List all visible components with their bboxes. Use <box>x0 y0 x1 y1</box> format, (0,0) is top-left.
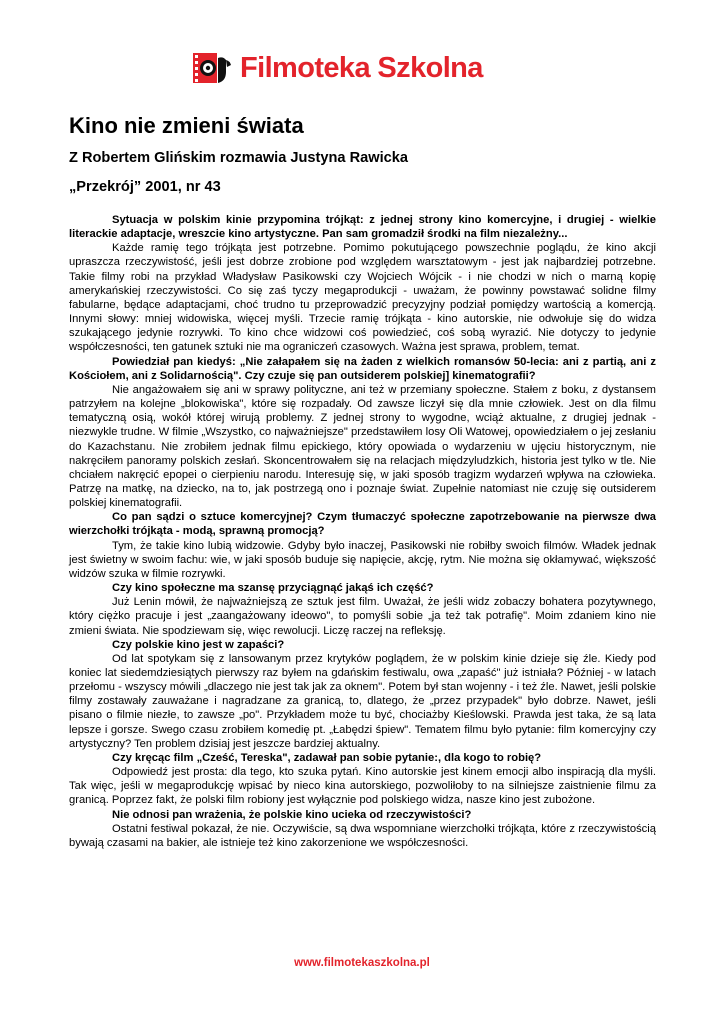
footer-url[interactable]: www.filmotekaszkolna.pl <box>294 957 430 969</box>
interview-answer: Już Lenin mówił, że najważniejszą ze sztuk jest film. Uważał, że jeśli widz zobaczy bohatera pozytywnego, który ciężko pracuje i jest „zaangażowany ideowo", to pomyśli sobie „ja też tak potrafię". Moim zdaniem kino nie zmieni świata. Nie spodziewam się, więc rewolucji. Liczę raczej na refleksję. <box>69 596 656 637</box>
interview-answer: Od lat spotykam się z lansowanym przez krytyków poglądem, że w polskim kinie dzieje się źle. Kiedy pod koniec lat siedemdziesiątych pierwszy raz byłem na gdańskim festiwalu, owa „zapaść" już istniała? Później - w latach przełomu - wszyscy mówili „dlaczego nie jest tak jak za oknem". Potem był stan wojenny - i też źle. Nawet, jeśli polskie filmy zostawały zauważane i nagradzane za granicą, to, dlatego, że „przez przypadek" było dobrze. Nawet, jeśli pisano o filmie niezłe, to zawsze „po". Przykładem może tu być, chociażby Kieślowski. Prawda jest taka, że są lata lepsze i gorsze. Swego czasu zrobiłem komedię pt. „Łabędzi śpiew". Tematem filmu było pytanie: film komercyjny czy artystyczny? Ten problem dzisiaj jest jeszcze bardziej aktualny. <box>69 652 656 750</box>
article-subtitle: Z Robertem Glińskim rozmawia Justyna Rawicka <box>69 150 409 166</box>
brand-name: Filmoteka Szkolna <box>240 52 483 84</box>
interview-answer: Tym, że takie kino lubią widzowie. Gdyby było inaczej, Pasikowski nie robiłby swoich filmów. Władek jednak jest świetny w swoim fachu: wie, w jaki sposób buduje się napięcie, akcję, rytm. Nie można się okłamywać, większość widzów szuka w filmie rozrywki. <box>69 539 656 580</box>
interview-answer: Odpowiedź jest prosta: dla tego, kto szuka pytań. Kino autorskie jest kinem emocji albo inspiracją dla myśli. Tak więc, jeśli w megaprodukcję wpisać by nieco kina autorskiego, pozwoliłoby to na silniejsze zaistnienie filmu za granicą. Poprzez fakt, że polski film robiony jest wyłącznie pod polskiego widza, nasze kino jest zubożone. <box>69 766 656 807</box>
interview-answer: Nie angażowałem się ani w sprawy polityczne, ani też w przemiany społeczne. Stałem z boku, z dystansem patrzyłem na kolejne „blokowiska", które się rozpadały. Od zawsze liczył się dla mnie człowiek. Jest on dla filmu tematyczną osią, wokół której wirują problemy. Z jednej strony to wygodne, wciąż aktualne, z drugiej jednak - niezwykle trudne. W filmie „Wszystko, co najważniejsze" przedstawiłem losy Oli Watowej, opowiedziałem o jej zesłaniu do Kazachstanu. Nie zrobiłem jednak filmu epickiego, który opowiada o wydarzeniu w ujęciu historycznym, nie nakręciłem panoramy polskich zesłań. Skoncentrowałem się na relacjach międzyludzkich, historia jest tylko w tle. Nie chciałem nakręcić epopei o cierpieniu narodu. Interesuję się, w jaki sposób tragizm wydarzeń wpływa na człowieka. Patrzę na matkę, na dziecko, na to, jak postrzegą ono i poznaje świat. Zupełnie natomiast nie czuję się outsiderem polskiej kinematografii. <box>69 383 656 510</box>
interview-question: Powiedział pan kiedyś: „Nie załapałem się na żaden z wielkich romansów 50-lecia: ani z partią, ani z Kościołem, ani z Solidarnością". Czy czuje się pan outsiderem polskiej] kinematografii? <box>69 355 656 382</box>
interview-question: Nie odnosi pan wrażenia, że polskie kino ucieka od rzeczywistości? <box>112 808 472 821</box>
interview-answer: Każde ramię tego trójkąta jest potrzebne. Pomimo pokutującego powszechnie poglądu, że kino akcji upraszcza rzeczywistość, jeśli jest dobrze zrobione pod względem warsztatowym - jest jak najbardziej potrzebne. Takie filmy robi na przykład Władysław Pasikowski czy Wojciech Wójcik - i nie chodzi w nich o marną kopię amerykańskiej rzeczywistości. Co się zaś tyczy megaprodukcji - uważam, że powinny powstawać solidne filmy fabularne, będące adaptacjami, choć trudno tu przeprowadzić precyzyjny podział pomiędzy wartością a komercją. Innymi słowy: mniej widowiska, więcej myśli. Trzecie ramię trójkąta - kino autorskie, nie odwołuje się do widza szukającego jedynie rozrywki. To kino chce widzowi coś powiedzieć, coś sobą wyrazić. Nie dotyczy to jedynie współczesności, ten gatunek sztuki nie ma ograniczeń czasowych. Ważna jest sprawa, problem, temat. <box>69 242 656 354</box>
article-body <box>69 213 656 850</box>
article-source: „Przekrój” 2001, nr 43 <box>69 179 221 195</box>
interview-question: Czy polskie kino jest w zapaści? <box>112 638 285 651</box>
interview-question: Co pan sądzi o sztuce komercyjnej? Czym tłumaczyć społeczne zapotrzebowanie na pierwsze dwa wierzchołki trójkąta - modą, sprawną promocją? <box>69 511 656 538</box>
film-reel-hand-icon <box>192 50 236 86</box>
interview-question: Sytuacja w polskim kinie przypomina trójkąt: z jednej strony kino komercyjne, i drugiej - wielkie literackie adaptacje, wreszcie kino artystyczne. Pan sam gromadził środki na film niezależny... <box>69 214 656 241</box>
brand-logo <box>192 48 532 88</box>
interview-answer: Ostatni festiwal pokazał, że nie. Oczywiście, są dwa wspomniane wierzchołki trójkąta, które z rzeczywistością bywają czasami na bakier, ale istnieje też kino zakorzenione we współczesności. <box>69 822 656 849</box>
interview-question: Czy kino społeczne ma szansę przyciągnąć jakąś ich część? <box>112 582 434 595</box>
interview-question: Czy kręcąc film „Cześć, Tereska", zadawał pan sobie pytanie:, dla kogo to robię? <box>112 751 542 764</box>
article-title: Kino nie zmieni świata <box>69 113 304 138</box>
